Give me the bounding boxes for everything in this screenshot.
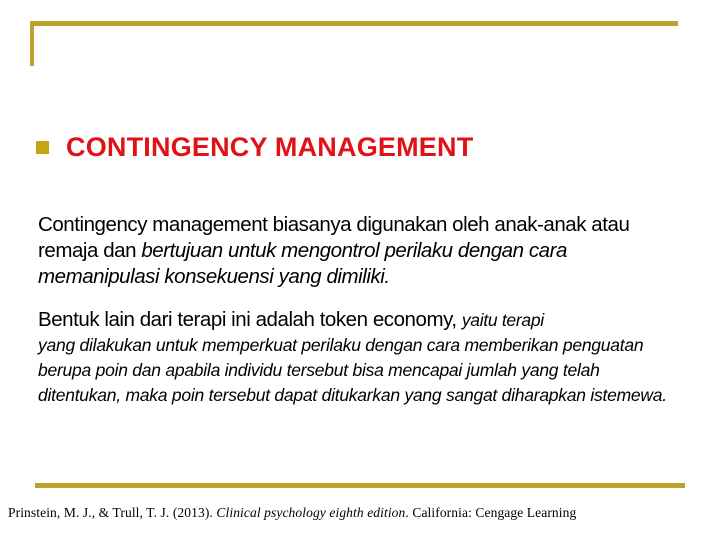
paragraph-two-italic-body: yang dilakukan untuk memperkuat perilaku dengan cara memberikan penguatan berupa poin dan apabila individu tersebut bisa mencapai jumlah yang telah ditentukan, maka poin tersebut dapat ditukarkan yang sangat diharapkan istemewa. <box>38 335 667 405</box>
slide-body <box>38 212 680 408</box>
source-citation <box>8 505 576 521</box>
bottom-accent-rule <box>35 483 685 488</box>
left-accent-rule <box>30 21 34 66</box>
slide-title <box>36 134 473 161</box>
top-accent-rule <box>30 21 678 26</box>
citation-authors-year: Prinstein, M. J., & Trull, T. J. (2013). <box>8 505 217 520</box>
paragraph-one-italic: bertujuan untuk mengontrol perilaku dengan cara memanipulasi konsekuensi yang dimiliki. <box>38 239 567 288</box>
paragraph-one-plain: Contingency management biasanya digunakan oleh anak-anak atau remaja dan <box>38 213 630 262</box>
paragraph-one <box>38 212 680 290</box>
citation-publisher: . California: Cengage Learning <box>405 505 577 520</box>
paragraph-two <box>38 307 680 408</box>
square-bullet-icon <box>36 141 49 154</box>
paragraph-two-plain: Bentuk lain dari terapi ini adalah token economy, <box>38 308 462 331</box>
slide-title-text: CONTINGENCY MANAGEMENT <box>66 132 474 162</box>
citation-work-title: Clinical psychology eighth edition <box>216 505 406 520</box>
paragraph-two-italic-lead: yaitu terapi <box>461 310 544 330</box>
